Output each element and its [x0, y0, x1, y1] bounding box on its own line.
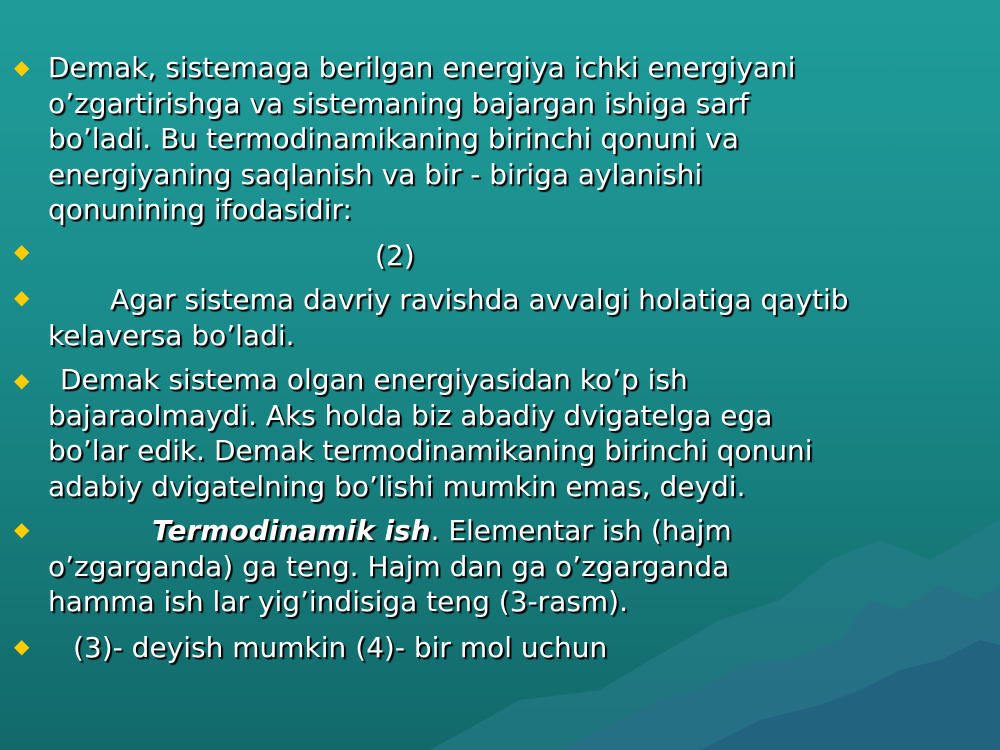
text-line: o’zgartirishga va sistemaning bajargan ishiga sarf — [48, 86, 749, 120]
paragraph-perpetual-motion — [48, 362, 993, 504]
text-line: Agar sistema davriy ravishda avvalgi holatiga qaytib — [110, 283, 849, 316]
paragraph-first-law — [48, 50, 993, 228]
text-line: bo’ladi. Bu termodinamikaning birinchi qonuni va — [48, 122, 739, 155]
diamond-bullet-icon: ◆ — [14, 55, 30, 79]
text-line: bo’lar edik. Demak termodinamikaning birinchi qonuni — [48, 434, 813, 467]
text-line: Demak, sistemaga berilgan energiya ichki energiyani — [48, 51, 796, 84]
paragraph-cyclic — [48, 282, 993, 353]
text-line: bajaraolmaydi. Aks holda biz abadiy dvigatelga ega — [48, 398, 773, 432]
paragraph-equation-2 — [375, 238, 575, 274]
diamond-bullet-icon: ◆ — [14, 368, 30, 392]
text-line: Demak sistema olgan energiyasidan ko’p ish — [60, 363, 688, 396]
diamond-bullet-icon: ◆ — [14, 285, 30, 309]
text-line: qonunining ifodasidir: — [48, 193, 352, 226]
text-line: kelaversa bo’ladi. — [48, 318, 295, 352]
paragraph-thermo-work — [48, 513, 993, 620]
text-line: adabiy dvigatelning bo’lishi mumkin emas, deydi. — [48, 469, 746, 503]
equation-number: (2) — [375, 239, 415, 272]
text-line: o’zgarganda) ga teng. Hajm dan ga o’zgarganda — [48, 549, 730, 583]
text-line — [48, 513, 993, 549]
text-line: (3)- deyish mumkin (4)- bir mol uchun — [73, 631, 608, 664]
diamond-bullet-icon: ◆ — [14, 517, 30, 541]
text-line: energiyaning saqlanish va bir - biriga aylanishi — [48, 157, 703, 191]
text-fragment: . Elementar ish (hajm — [430, 514, 732, 547]
diamond-bullet-icon: ◆ — [14, 239, 30, 263]
paragraph-per-mole — [48, 630, 993, 666]
diamond-bullet-icon: ◆ — [14, 634, 30, 658]
text-line: hamma ish lar yig’indisiga teng (3-rasm). — [48, 585, 629, 618]
term-thermodynamic-work: Termodinamik ish — [152, 514, 431, 547]
